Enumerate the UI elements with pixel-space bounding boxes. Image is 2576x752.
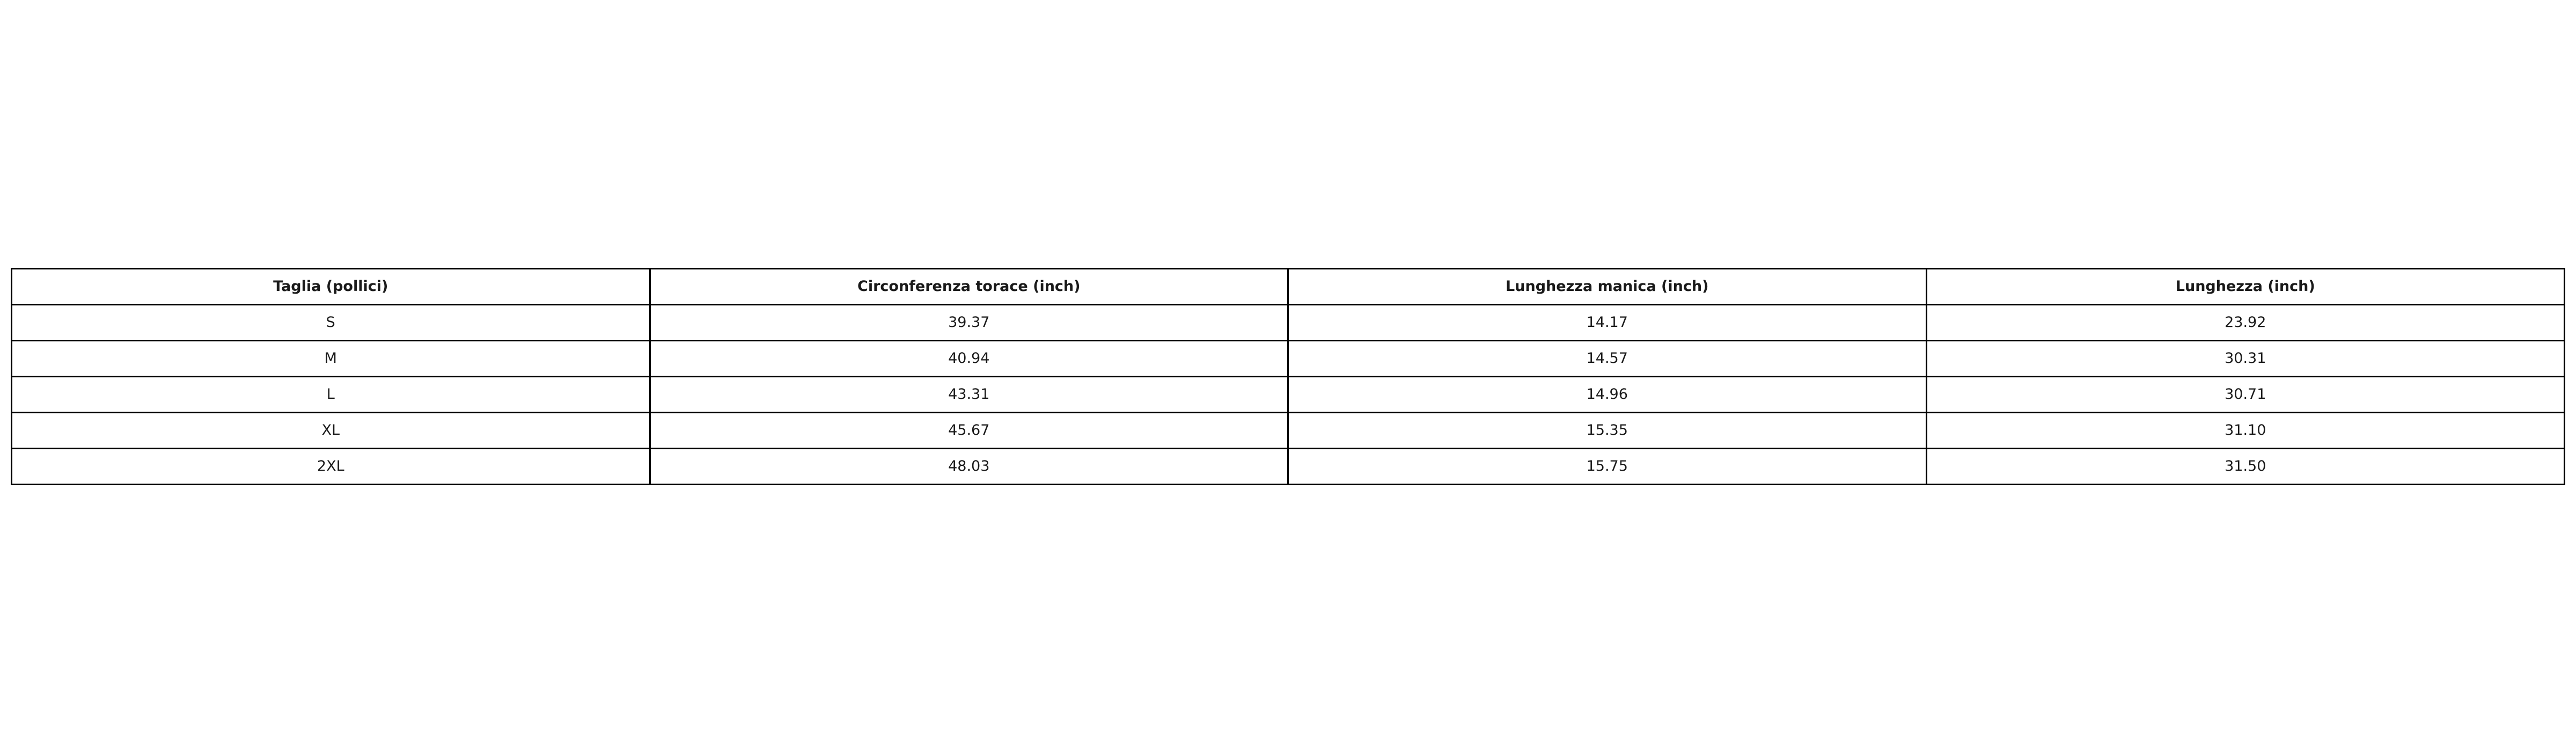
table-cell: M bbox=[12, 341, 650, 377]
table-row-2xl bbox=[12, 449, 2565, 485]
table-cell: 15.35 bbox=[1288, 413, 1927, 449]
table-cell: 39.37 bbox=[650, 305, 1288, 341]
table-cell: 15.75 bbox=[1288, 449, 1927, 485]
table-cell: 14.57 bbox=[1288, 341, 1927, 377]
table-cell: 14.96 bbox=[1288, 377, 1927, 413]
table-cell: 31.10 bbox=[1926, 413, 2565, 449]
table-cell: 31.50 bbox=[1926, 449, 2565, 485]
table-cell: 30.31 bbox=[1926, 341, 2565, 377]
size-chart-table bbox=[11, 268, 2565, 485]
table-cell: 45.67 bbox=[650, 413, 1288, 449]
column-header-manica: Lunghezza manica (inch) bbox=[1288, 269, 1927, 305]
column-header-taglia: Taglia (pollici) bbox=[12, 269, 650, 305]
table-header-row bbox=[12, 269, 2565, 305]
column-header-lunghezza: Lunghezza (inch) bbox=[1926, 269, 2565, 305]
table-cell: 48.03 bbox=[650, 449, 1288, 485]
table-cell: 30.71 bbox=[1926, 377, 2565, 413]
column-header-circonferenza: Circonferenza torace (inch) bbox=[650, 269, 1288, 305]
table-cell: S bbox=[12, 305, 650, 341]
table-row-xl bbox=[12, 413, 2565, 449]
table-cell: 14.17 bbox=[1288, 305, 1927, 341]
table-row-m bbox=[12, 341, 2565, 377]
table-row-l bbox=[12, 377, 2565, 413]
table-cell: XL bbox=[12, 413, 650, 449]
table-cell: 2XL bbox=[12, 449, 650, 485]
table-cell: 40.94 bbox=[650, 341, 1288, 377]
table-cell: 23.92 bbox=[1926, 305, 2565, 341]
table-cell: 43.31 bbox=[650, 377, 1288, 413]
table-row-s bbox=[12, 305, 2565, 341]
table-cell: L bbox=[12, 377, 650, 413]
